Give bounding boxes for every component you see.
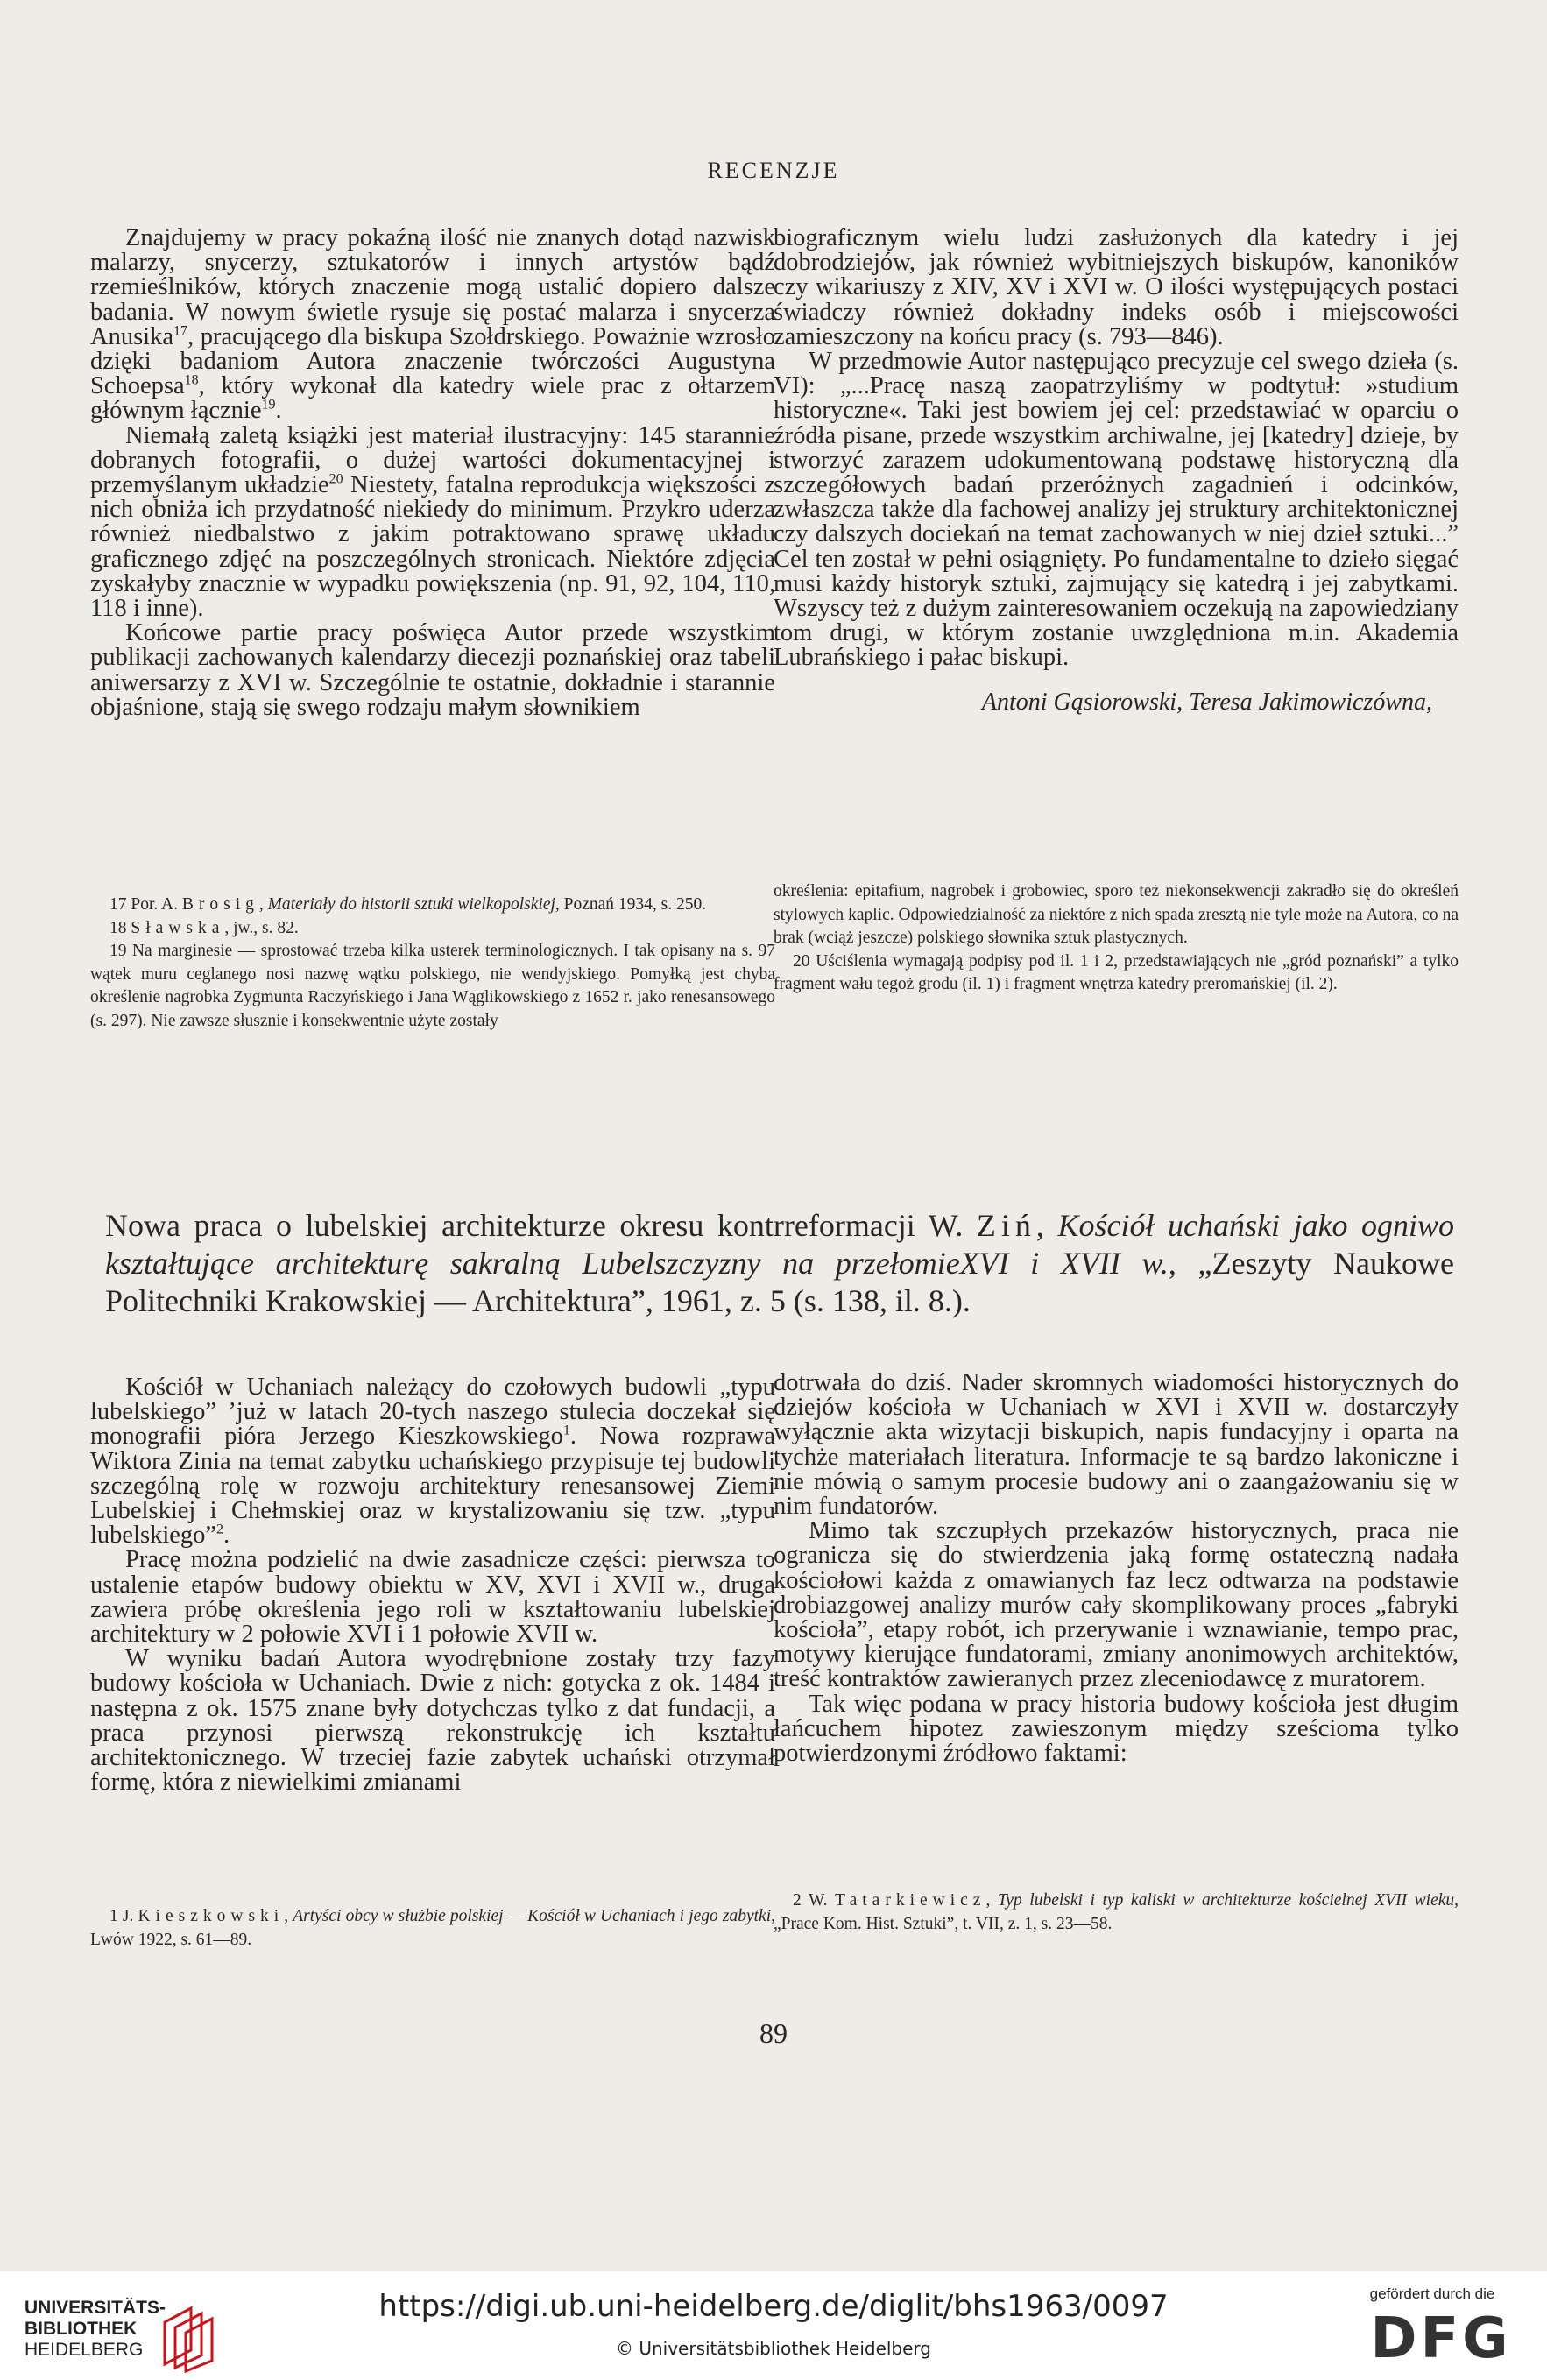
paragraph bbox=[90, 421, 775, 623]
footer-copyright: © Universitätsbibliothek Heidelberg bbox=[615, 2338, 931, 2359]
text-run: , jw., s. 82. bbox=[224, 918, 299, 937]
text-run: , bbox=[1035, 1208, 1058, 1243]
text-run: , „Prace Kom. Hist. Sztuki”, t. VII, z. 1, s. 23—58. bbox=[774, 1891, 1459, 1933]
text-run: , pracującego dla biskupa Szołdrskiego. Poważnie wzrosło dzięki badaniom Autora znaczenie twórczości Augustyna Schoepsa bbox=[90, 322, 775, 400]
review2-footnotes-right bbox=[774, 1889, 1459, 1936]
text-run: Mimo tak szczupłych przekazów historycznych, praca nie ogranicza się do stwierdzenia jaką formę ostateczną nadała kościołowi każda z omawianych faz lecz odtwarza na podstawie drobiazgowej analizy murów cały skomplikowany proces „fabryki kościoła”, etapy robót, ich przerywanie i wznawianie, tempo prac, motywy kierujące fundatorami, zmiany anonimowych architektów, treść kontraktów zawieranych przez zleceniodawcę z muratorem. bbox=[774, 1517, 1459, 1693]
text-run: , Lwów 1922, s. 61—89. bbox=[90, 1907, 776, 1949]
text-run: , „Zeszyty Naukowe Politechniki Krakowskiej — Architektura”, 1961, z. 5 (s. 138, il. 8.). bbox=[105, 1246, 1454, 1318]
dfg-logo-text: DFG bbox=[1370, 2308, 1512, 2364]
footnote-ref: 19 bbox=[261, 397, 276, 413]
review1-footnotes-right bbox=[774, 880, 1459, 997]
text-run: , bbox=[284, 1907, 293, 1925]
author-name: Brosig bbox=[181, 895, 259, 914]
text-run: W wyniku badań Autora wyodrębnione zostały trzy fazy budowy kościoła w Uchaniach. Dwie z nich: gotycka z ok. 1484 i następna z ok. 1575 znane były dotychczas tylko z dat fundacji, a praca przynosi pierwszą rekonstrukcję ich kształtu architektonicznego. W trzeciej fazie zabytek uchański otrzymał formę, która z niewielkimi zmianami bbox=[90, 1645, 775, 1797]
text-run: Tak więc podana w pracy historia budowy kościoła jest długim łańcuchem hipotez zawieszonym między sześcioma tylko potwierdzonymi źródłowo faktami: bbox=[774, 1690, 1459, 1768]
text-run: . Nowa rozprawa Wiktora Zinia na temat zabytku uchańskiego przypisuje tej budowli szczególną rolę w rozwoju architektury renesansowej Ziemi Lubelskiej i Chełmskiej oraz w krystalizowaniu się tzw. „typu lubelskiego” bbox=[90, 1423, 775, 1550]
author-name: Tatarkiewicz bbox=[835, 1891, 986, 1910]
text-run: określenia: epitafium, nagrobek i grobowiec, sporo też niekonsekwencji zakradło się do określeń stylowych kaplic. Odpowiedzialność za niektóre z nich spada zresztą nie tyle może na Autora, co na brak (wciąż jeszcze) polskiego słownika sztuk plastycznych. bbox=[774, 882, 1459, 947]
text-run: Niestety, fatalna reprodukcja większości z nich obniża ich przydatność niekiedy do minimum. Przykro uderza również niedbalstwo z jakim potraktowano sprawę układu graficznego zdjęć na poszczególnych stronicach. Niektóre zdjęcia zyskałyby znacznie w wypadku powiększenia (np. 91, 92, 104, 110, 118 i inne). bbox=[90, 471, 775, 623]
paragraph bbox=[774, 350, 1459, 671]
review-signature: Antoni Gąsiorowski, Teresa Jakimowiczówna, bbox=[981, 688, 1432, 716]
text-run: 19 Na marginesie — sprostować trzeba kilka usterek terminologicznych. I tak opisany na s. 97 wątek muru ceglanego nosi nazwę wątku polskiego, nie wendyjskiego. Pomyłką jest chyba określenie nagrobka Zygmunta Raczyńskiego i Jana Wąglikowskiego z 1652 r. jako renesansowego (s. 297). Nie zawsze słusznie i konsekwentnie użyte zostały bbox=[90, 942, 775, 1030]
paragraph bbox=[90, 1905, 775, 1952]
review2-right-column bbox=[774, 1371, 1459, 1766]
text-run: , bbox=[985, 1891, 998, 1910]
italic-text: Artyści obcy w służbie polskiej — Kościół w Uchaniach i jego zabytki bbox=[293, 1907, 772, 1925]
footnote-ref: 18 bbox=[184, 372, 199, 388]
text-run: , bbox=[258, 895, 268, 914]
footnote-ref: 20 bbox=[328, 471, 343, 487]
text-run: , który wykonał dla katedry wiele prac z ołtarzem głównym łącznie bbox=[90, 372, 775, 425]
paragraph bbox=[774, 226, 1459, 350]
italic-text: Materiały do historii sztuki wielkopolskiej bbox=[267, 895, 555, 914]
paragraph bbox=[90, 621, 775, 720]
text-run: 2 W. bbox=[793, 1891, 836, 1910]
author-name: Kieszkowski bbox=[138, 1907, 285, 1925]
footer-bar bbox=[0, 2271, 1547, 2380]
text-run: W przedmowie Autor następująco precyzuje cel swego dzieła (s. VI): „...Pracę naszą zaopatrzyliśmy w podtytuł: »studium historyczne«. Taki jest bowiem jej cel: przedstawiać w oparciu o źródła pisane, przede wszystkim archiwalne, jej [katedry] dzieje, by stworzyć zarazem udokumentowaną podstawę historyczną dla szczegółowych badań przeróżnych zagadnień i odcinków, zwłaszcza także dla fachowej analizy jej struktury architektonicznej czy dalszych dociekań na temat zachowanych w niej dzieł sztuki...” Cel ten został w pełni osiągnięty. Po fundamentalne to dzieło sięgać musi każdy historyk sztuki, zajmujący się katedrą i jej zabytkami. Wszyscy też z dużym zainteresowaniem oczekują na zapowiedziany tom drugi, w którym zostanie uwzględniona m.in. Akademia Lubrańskiego i pałac biskupi. bbox=[774, 348, 1459, 672]
paragraph bbox=[90, 226, 775, 424]
review1-right-text bbox=[774, 226, 1459, 671]
running-title: RECENZJE bbox=[707, 158, 840, 183]
text-run: . bbox=[223, 1522, 230, 1550]
footnote-ref: 2 bbox=[216, 1522, 224, 1537]
footnote-ref: 17 bbox=[173, 323, 187, 339]
paragraph bbox=[90, 1548, 775, 1647]
review1-right-column bbox=[774, 226, 1459, 717]
logo-line-2: BIBLIOTHEK bbox=[25, 2319, 138, 2339]
text-run: Niemałą zaletą książki jest materiał ilustracyjny: 145 starannie dobranych fotografii, o dużej wartości dokumentacyjnej i przemyślanym układzie bbox=[90, 421, 775, 499]
text-run: Kościół w Uchaniach należący do czołowych budowli „typu lubelskiego” ’już w latach 20-tych naszego stulecia doczekał się monografii pióra Jerzego Kieszkowskiego bbox=[90, 1374, 775, 1451]
review2-left-column bbox=[90, 1375, 775, 1795]
paragraph bbox=[90, 1375, 775, 1548]
paragraph bbox=[90, 940, 775, 1033]
paragraph bbox=[774, 1519, 1459, 1691]
review1-left-column bbox=[90, 226, 775, 720]
text-run: Końcowe partie pracy poświęca Autor przede wszystkim publikacji zachowanych kalendarzy diecezji poznańskiej oraz tabeli aniwersarzy z XVI w. Szczególnie te ostatnie, dokładnie i starannie objaśnione, stają się swego rodzaju małym słownikiem bbox=[90, 619, 775, 721]
review1-footnotes-left bbox=[90, 893, 775, 1033]
footer-url-link[interactable]: https://digi.ub.uni-heidelberg.de/diglit/bhs1963/0097 bbox=[378, 2289, 1169, 2324]
text-run: biograficznym wielu ludzi zasłużonych dla katedry i jej dobrodziejów, jak również wybitniejszych biskupów, kanoników czy wikariuszy z XIV, XV i XVI w. O ilości występujących postaci świadczy również dokładny indeks osób i miejscowości zamieszczony na końcu pracy (s. 793—846). bbox=[774, 224, 1459, 350]
author-name: Sławska bbox=[131, 918, 225, 937]
text-run: 20 Uściślenia wymagają podpisy pod il. 1 i 2, przedstawiających nie „gród poznański” a tylko fragment wału tegoż grodu (il. 1) i fragment wnętrza katedry preromańskiej (il. 2). bbox=[774, 951, 1459, 993]
paragraph bbox=[90, 1647, 775, 1795]
paragraph bbox=[90, 893, 775, 917]
logo-line-3: HEIDELBERG bbox=[25, 2340, 144, 2360]
page-number: 89 bbox=[759, 2017, 788, 2049]
paragraph bbox=[90, 917, 775, 941]
review2-title bbox=[105, 1207, 1454, 1320]
text-run: Pracę można podzielić na dwie zasadnicze części: pierwsza to ustalenie etapów budowy obiektu w XV, XVI i XVII w., druga zawiera próbę określenia jego roli w kształtowaniu lubelskiej architektury w 2 połowie XVI i 1 połowie XVII w. bbox=[90, 1546, 775, 1649]
text-run: . bbox=[275, 397, 282, 425]
paragraph bbox=[774, 880, 1459, 950]
paragraph bbox=[774, 1692, 1459, 1767]
text-run: 1 J. bbox=[109, 1907, 138, 1925]
italic-text: Kościół uchański jako ogniwo kształtujące architekturę sakralną Lubelszczyzny na przełomieXVI i XVII w. bbox=[105, 1208, 1454, 1281]
footnote-ref: 1 bbox=[562, 1423, 570, 1438]
paragraph bbox=[774, 1371, 1459, 1519]
text-run: Nowa praca o lubelskiej architekturze okresu kontrreformacji W. bbox=[105, 1208, 977, 1243]
italic-text: Typ lubelski i typ kaliski w architekturze kościelnej XVII wieku bbox=[997, 1891, 1455, 1910]
text-run: dotrwała do dziś. Nader skromnych wiadomości historycznych do dziejów kościoła w Uchaniach w XVI i XVII w. dostarczyły wyłącznie akta wizytacji biskupich, napis fundacyjny i oparta na tychże materiałach literatura. Informacje te są bardzo lakoniczne i nie mówią o samym procesie budowy ani o zaangażowaniu się w nim fundatorów. bbox=[774, 1369, 1459, 1521]
text-run: 18 bbox=[109, 918, 131, 937]
text-run: Znajdujemy w pracy pokaźną ilość nie znanych dotąd nazwisk malarzy, snycerzy, sztukatorów i innych artystów bądź rzemieślników, których znaczenie mogą ustalić dopiero dalsze badania. W nowym świetle rysuje się postać malarza i snycerza Anusika bbox=[90, 224, 775, 350]
paragraph bbox=[774, 1889, 1459, 1936]
paragraph bbox=[774, 950, 1459, 997]
review2-footnotes-left bbox=[90, 1905, 775, 1952]
dfg-logo-icon[interactable] bbox=[1353, 2308, 1529, 2364]
logo-line-1: UNIVERSITÄTS- bbox=[25, 2298, 166, 2318]
author-name: Ziń bbox=[976, 1208, 1036, 1243]
funding-label: gefördert durch die bbox=[1369, 2285, 1495, 2302]
text-run: 17 Por. A. bbox=[109, 895, 182, 914]
text-run: , Poznań 1934, s. 250. bbox=[555, 895, 707, 914]
